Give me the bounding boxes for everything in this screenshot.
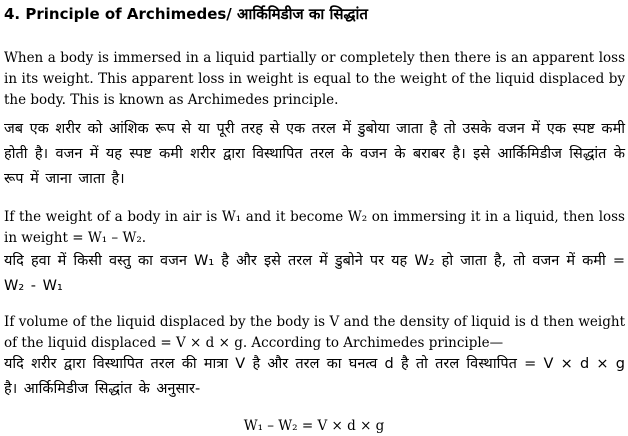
paragraph-hindi-weight-loss: यदि हवा में किसी वस्तु का वजन W₁ है और इसे तरल में डुबोने पर यह W₂ हो जाता है, तो वजन में कमी = W₂ - W₁ (4, 253, 625, 294)
section-heading: 4. Principle of Archimedes/ आर्किमिडीज का सिद्धांत (4, 5, 368, 23)
paragraph-hindi-displaced-liquid: यदि शरीर द्वारा विस्थापित तरल की मात्रा V है और तरल का घनत्व d है तो तरल विस्थापित = V × d × g है। आर्किमिडीज सिद्धांत के अनुसार- (4, 356, 625, 397)
paragraph-english-weight-loss: If the weight of a body in air is W₁ and it become W₂ on immersing it in a liquid, then loss in weight = W₁ – W₂. (4, 209, 625, 246)
paragraph-english-displaced-liquid: If volume of the liquid displaced by the body is V and the density of liquid is d then weight of the liquid displaced = V × d × g. According to Archimedes principle— (4, 314, 625, 351)
paragraph-english-principle: When a body is immersed in a liquid partially or completely then there is an apparent loss in its weight. This apparent loss in weight is equal to the weight of the liquid displaced by the body. This is known as Archimedes principle. (4, 50, 625, 108)
archimedes-formula: W₁ – W₂ = V × d × g (243, 418, 385, 434)
paragraph-hindi-principle: जब एक शरीर को आंशिक रूप से या पूरी तरह से एक तरल में डुबोया जाता है तो उसके वजन में एक स्पष्ट कमी होती है। वजन में यह स्पष्ट कमी शरीर द्वारा विस्थापित तरल के वजन के बराबर है। इसे आर्किमिडीज सिद्धांत के रूप में जाना जाता है। (4, 121, 625, 187)
